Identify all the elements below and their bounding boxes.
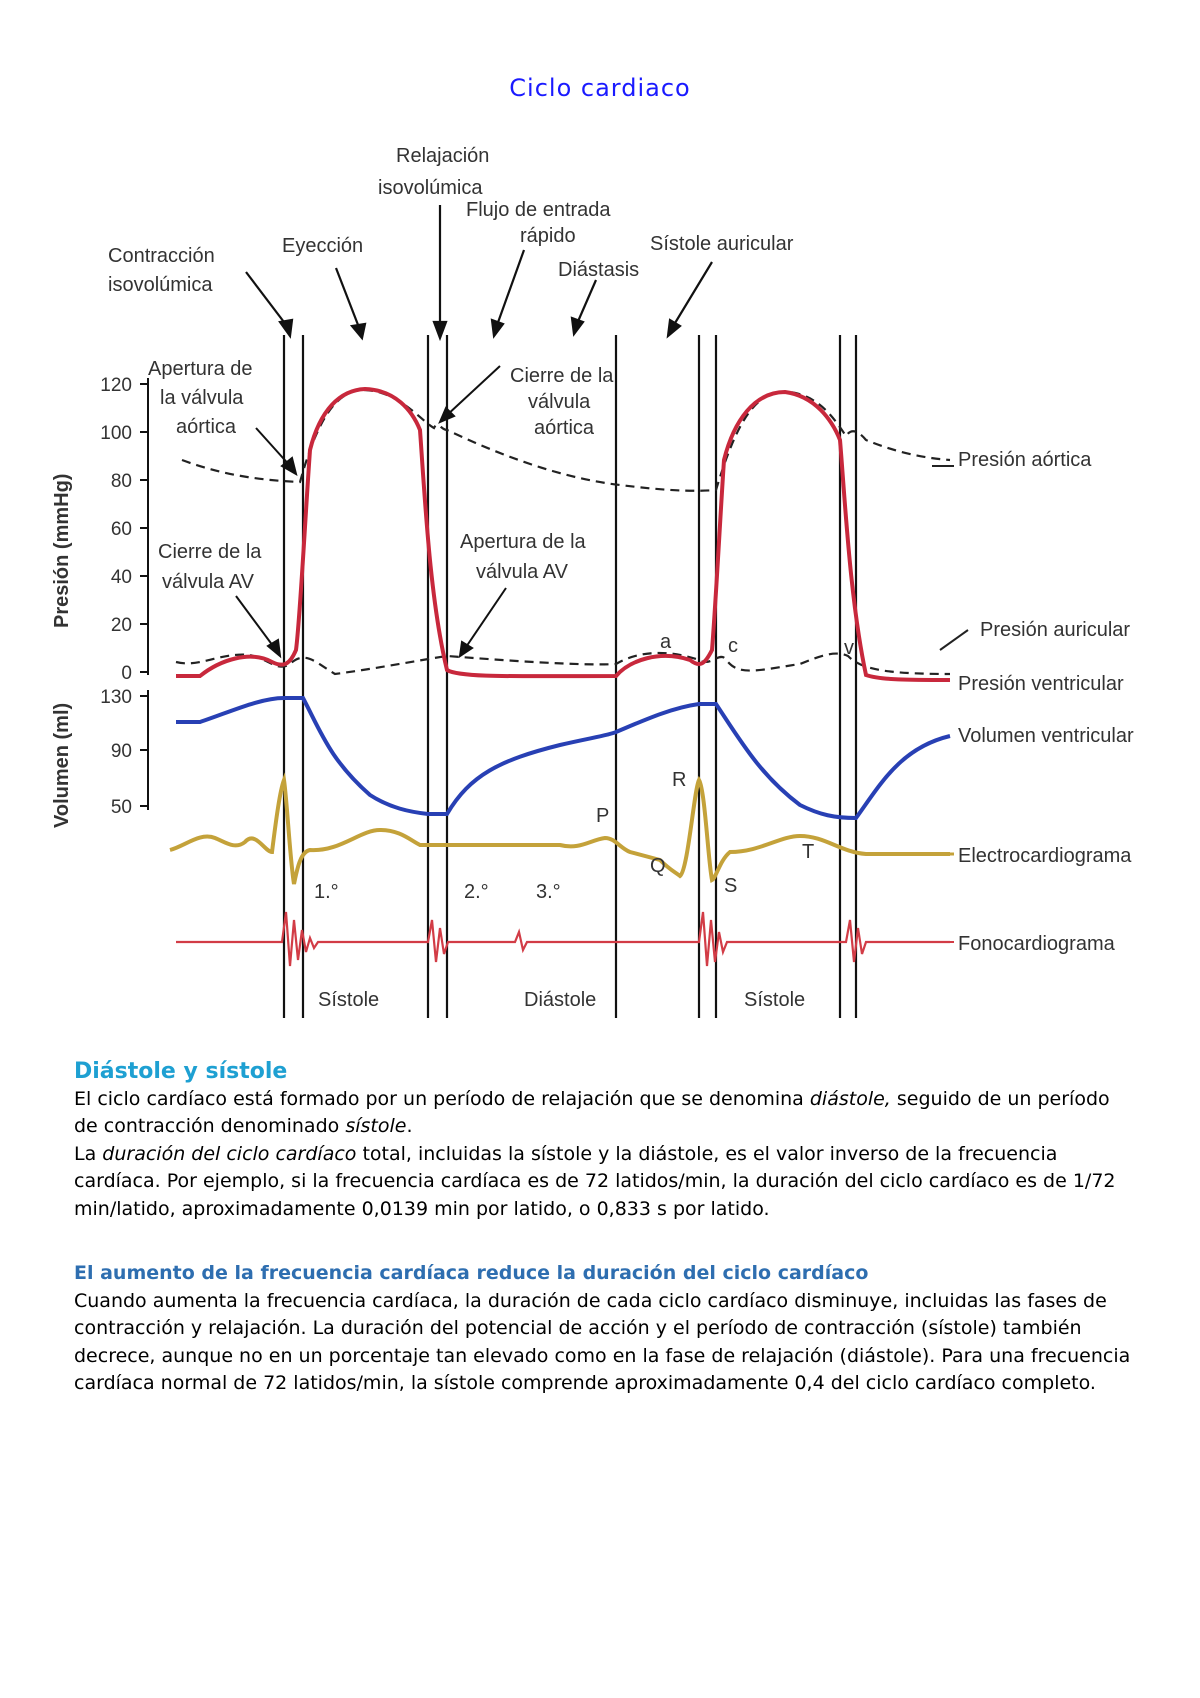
pressure-axis-label: Presión (mmHg) bbox=[51, 473, 73, 628]
cycle-label: Diástole bbox=[524, 989, 597, 1011]
annotation: la válvula bbox=[160, 387, 244, 409]
paragraph: El ciclo cardíaco está formado por un período de relajación que se denomina diástole, seguido de un período de contracción denominado sístole. bbox=[74, 1087, 1110, 1137]
curve-label-ventricular: Presión ventricular bbox=[958, 673, 1124, 695]
ecg-curve bbox=[170, 780, 950, 884]
wave-letter: a bbox=[660, 631, 672, 653]
wave-letter: Q bbox=[650, 855, 666, 877]
volume-tick: 50 bbox=[110, 797, 132, 818]
paragraph: Cuando aumenta la frecuencia cardíaca, la duración de cada ciclo cardíaco disminuye, incluidas las fases de contracción y relajación. La duración del potencial de acción y el período de contracción (sístole) también decrece, aunque no en un porcentaje tan elevado como en la fase de relajación (diástole). Para una frecuencia cardíaca normal de 72 latidos/min, la sístole comprende aproximadamente 0,4 del ciclo cardíaco completo. bbox=[74, 1289, 1131, 1394]
heart-sound-label: 1.° bbox=[314, 881, 339, 903]
section-heading: Diástole y sístole bbox=[74, 1059, 288, 1084]
curve-label-phono: Fonocardiograma bbox=[958, 933, 1115, 955]
pressure-tick: 80 bbox=[110, 471, 132, 492]
annotation: válvula AV bbox=[476, 561, 568, 583]
pressure-tick: 0 bbox=[121, 663, 132, 684]
wave-letter: R bbox=[672, 769, 687, 791]
volume-tick: 130 bbox=[100, 687, 132, 708]
section-heading: El aumento de la frecuencia cardíaca reduce la duración del ciclo cardíaco bbox=[74, 1262, 869, 1284]
curve-label-aortic: Presión aórtica bbox=[958, 449, 1092, 471]
wave-letter: P bbox=[596, 805, 610, 827]
wave-letter: c bbox=[728, 635, 738, 657]
annotation: Cierre de la bbox=[510, 365, 614, 387]
phase-label: Contracción bbox=[108, 245, 215, 267]
phase-label: Flujo de entrada bbox=[466, 199, 611, 221]
pressure-tick: 120 bbox=[100, 375, 132, 396]
annotation: válvula AV bbox=[162, 571, 254, 593]
phase-label: Relajación bbox=[396, 145, 490, 167]
paragraph: La duración del ciclo cardíaco total, incluidas la sístole y la diástole, es el valor inverso de la frecuencia cardíaca. Por ejemplo, si la frecuencia cardíaca es de 72 latidos/min, la duración del ciclo cardíaco es de 1/72 min/latido, aproximadamente 0,0139 min por latido, o 0,833 s por latido. bbox=[74, 1142, 1116, 1220]
annotation: Apertura de la bbox=[460, 531, 586, 553]
pressure-axis bbox=[140, 378, 148, 675]
volume-axis bbox=[140, 690, 148, 810]
pressure-tick: 100 bbox=[100, 423, 132, 444]
volume-tick: 90 bbox=[110, 741, 132, 762]
annotation: válvula bbox=[528, 391, 591, 413]
annotation: aórtica bbox=[534, 417, 595, 439]
wave-letter: T bbox=[802, 841, 815, 863]
heart-sound-label: 3.° bbox=[536, 881, 561, 903]
volume-axis-label: Volumen (ml) bbox=[51, 702, 73, 828]
cycle-label: Sístole bbox=[744, 989, 806, 1011]
pressure-tick: 60 bbox=[110, 519, 132, 540]
curve-label-ecg: Electrocardiograma bbox=[958, 845, 1132, 867]
annotation: aórtica bbox=[176, 416, 237, 438]
curve-label-atrial: Presión auricular bbox=[980, 619, 1131, 641]
phase-label: Sístole auricular bbox=[650, 233, 794, 255]
annotation: Cierre de la bbox=[158, 541, 262, 563]
wave-letter: v bbox=[844, 637, 854, 659]
phase-label: isovolúmica bbox=[378, 177, 483, 199]
wave-letter: S bbox=[724, 875, 738, 897]
phase-label: Eyección bbox=[282, 235, 364, 257]
curve-label-volume: Volumen ventricular bbox=[958, 725, 1134, 747]
pressure-tick: 40 bbox=[110, 567, 132, 588]
cycle-label: Sístole bbox=[318, 989, 380, 1011]
ventricular-volume-curve bbox=[176, 698, 950, 818]
phase-label: rápido bbox=[520, 225, 576, 247]
phonocardiogram-curve bbox=[176, 912, 950, 966]
phase-label: Diástasis bbox=[558, 259, 640, 281]
phase-label: isovolúmica bbox=[108, 274, 213, 296]
page-title: Ciclo cardiaco bbox=[509, 74, 691, 102]
pressure-tick: 20 bbox=[110, 615, 132, 636]
annotation: Apertura de bbox=[148, 358, 253, 380]
heart-sound-label: 2.° bbox=[464, 881, 489, 903]
